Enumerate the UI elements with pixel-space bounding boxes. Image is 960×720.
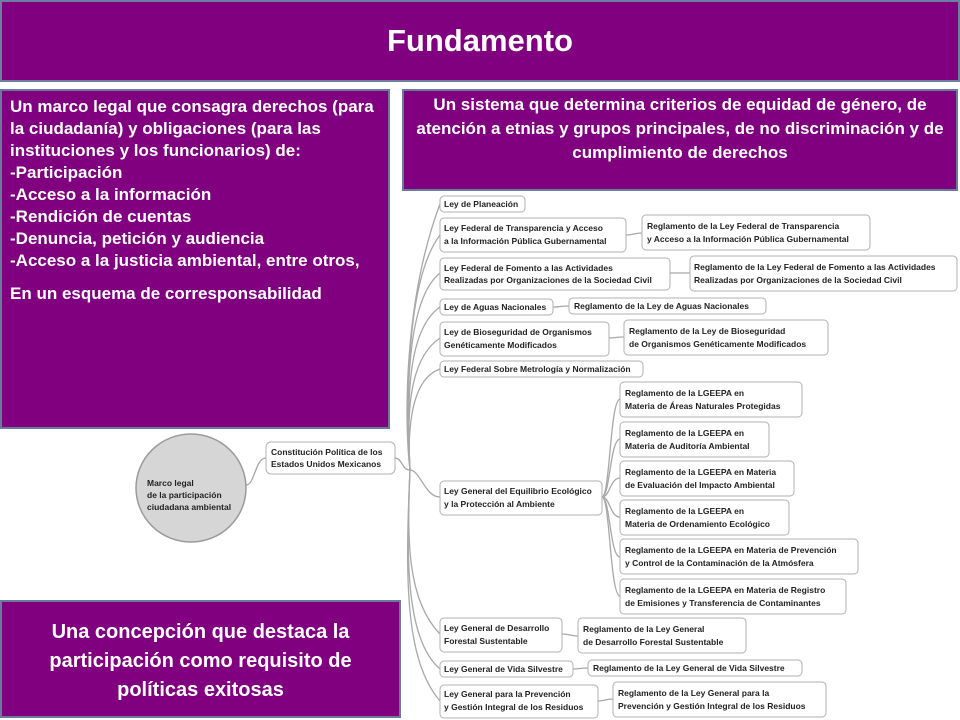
svg-text:Materia de Ordenamiento Ecológ: Materia de Ordenamiento Ecológico <box>625 519 771 529</box>
legal-framework-mindmap <box>130 190 936 720</box>
svg-text:Reglamento de la Ley Federal d: Reglamento de la Ley Federal de Fomento a las Actividades <box>694 262 936 272</box>
svg-text:Reglamento de la LGEEPA en Mat: Reglamento de la LGEEPA en Materia de Prevención <box>625 545 837 555</box>
svg-text:de Desarrollo Forestal Sustent: de Desarrollo Forestal Sustentable <box>583 637 724 647</box>
node-reg-aguas <box>569 298 766 314</box>
node-reg-transparencia <box>642 215 870 250</box>
svg-text:de Emisiones y Transferencia d: de Emisiones y Transferencia de Contaminantes <box>625 598 821 608</box>
svg-text:Ley de Planeación: Ley de Planeación <box>444 199 519 209</box>
node-reg-lgeepa-ordenamiento <box>620 500 789 535</box>
svg-text:Ley General de Desarrollo: Ley General de Desarrollo <box>444 623 550 633</box>
node-law-residuos <box>440 685 598 718</box>
node-law-vida-silvestre <box>440 661 573 677</box>
node-reg-lgeepa-anp <box>620 382 802 417</box>
right-item-participation: -Participación <box>10 163 123 182</box>
node-reg-residuos <box>613 682 826 717</box>
right-item-environmental-justice: -Acceso a la justicia ambiental, entre otros, <box>10 251 360 270</box>
svg-text:Constitución Política de los: Constitución Política de los <box>271 447 383 457</box>
node-reg-lgeepa-impacto <box>620 461 794 496</box>
svg-text:Ley Federal de Fomento a las A: Ley Federal de Fomento a las Actividades <box>444 263 613 273</box>
node-law-lgeepa <box>440 481 602 515</box>
svg-text:Materia de Auditoría Ambiental: Materia de Auditoría Ambiental <box>625 441 750 451</box>
participation-concept-box: Una concepción que destaca la participación como requisito de políticas exitosas <box>0 600 401 718</box>
svg-text:de Evaluación del Impacto Ambi: de Evaluación del Impacto Ambiental <box>625 480 775 490</box>
slide-title: Fundamento <box>0 0 960 82</box>
svg-text:Ley Federal Sobre Metrología y: Ley Federal Sobre Metrología y Normalización <box>444 364 631 374</box>
svg-text:Reglamento de la LGEEPA en Mat: Reglamento de la LGEEPA en Materia <box>625 467 777 477</box>
svg-text:Ley Federal de Transparencia y: Ley Federal de Transparencia y Acceso <box>444 223 603 233</box>
node-law-forestal <box>440 618 562 652</box>
equity-system-box: Un sistema que determina criterios de equidad de género, de atención a etnias y grupos principales, de no discriminación y de cumplimiento de derechos <box>402 89 958 191</box>
svg-text:de Organismos Genéticamente Mo: de Organismos Genéticamente Modificados <box>629 339 807 349</box>
svg-text:Estados Unidos Mexicanos: Estados Unidos Mexicanos <box>271 459 382 469</box>
right-item-complaint: -Denuncia, petición y audiencia <box>10 229 265 248</box>
node-law-metrologia <box>440 361 643 377</box>
svg-text:Reglamento de la LGEEPA en: Reglamento de la LGEEPA en <box>625 506 745 516</box>
root-line-2: de la participación <box>147 490 222 500</box>
svg-text:Reglamento de la Ley de Bioseg: Reglamento de la Ley de Bioseguridad <box>629 326 786 336</box>
svg-text:Ley de Aguas Nacionales: Ley de Aguas Nacionales <box>444 302 547 312</box>
svg-text:Ley General del Equilibrio Eco: Ley General del Equilibrio Ecológico <box>444 486 592 496</box>
node-reg-lgeepa-emisiones <box>620 579 846 614</box>
root-line-1: Marco legal <box>147 478 194 488</box>
svg-text:Realizadas por Organizaciones: Realizadas por Organizaciones de la Sociedad Civil <box>444 275 652 285</box>
node-law-bioseguridad <box>440 322 609 356</box>
svg-text:Reglamento de la Ley General p: Reglamento de la Ley General para la <box>618 688 770 698</box>
svg-text:y Gestión Integral de los Resi: y Gestión Integral de los Residuos <box>444 702 584 712</box>
svg-text:Ley General para la Prevención: Ley General para la Prevención <box>444 689 571 699</box>
svg-text:Forestal Sustentable: Forestal Sustentable <box>444 636 528 646</box>
svg-text:y Control de la Contaminación: y Control de la Contaminación de la Atmósfera <box>625 558 814 568</box>
svg-text:Genéticamente Modificados: Genéticamente Modificados <box>444 340 557 350</box>
svg-text:Ley de Bioseguridad de Organis: Ley de Bioseguridad de Organismos <box>444 327 592 337</box>
node-reg-lgeepa-atmosfera <box>620 539 858 574</box>
svg-text:Reglamento de la Ley de Aguas: Reglamento de la Ley de Aguas Nacionales <box>574 301 749 311</box>
node-law-transparencia <box>440 218 626 252</box>
node-law-fomento <box>440 258 670 290</box>
node-reg-bioseguridad <box>624 320 828 355</box>
svg-text:Reglamento de la LGEEPA en: Reglamento de la LGEEPA en <box>625 388 745 398</box>
root-line-3: ciudadana ambiental <box>147 502 232 512</box>
node-reg-forestal <box>578 618 746 653</box>
svg-text:Reglamento de la Ley Federal d: Reglamento de la Ley Federal de Transparencia <box>647 221 840 231</box>
node-reg-lgeepa-auditoria <box>620 422 769 457</box>
svg-text:a la Información Pública Guber: a la Información Pública Gubernamental <box>444 236 607 246</box>
svg-text:Reglamento de la Ley General d: Reglamento de la Ley General de Vida Silvestre <box>593 663 785 673</box>
svg-text:Reglamento de la Ley General: Reglamento de la Ley General <box>583 624 705 634</box>
svg-text:Reglamento de la LGEEPA en: Reglamento de la LGEEPA en <box>625 428 745 438</box>
legal-framework-intro: Un marco legal que consagra derechos (para la ciudadanía) y obligaciones (para las instituciones y los funcionarios) de: <box>10 97 379 160</box>
node-constitution <box>266 442 395 474</box>
svg-text:Realizadas por Organizaciones: Realizadas por Organizaciones de la Sociedad Civil <box>694 275 902 285</box>
svg-text:y la Protección al Ambiente: y la Protección al Ambiente <box>444 499 555 509</box>
node-law-planeacion <box>440 196 525 212</box>
svg-text:Reglamento de la LGEEPA en Mat: Reglamento de la LGEEPA en Materia de Registro <box>625 585 826 595</box>
node-reg-fomento <box>690 256 957 291</box>
svg-text:Materia de Áreas Naturales Pro: Materia de Áreas Naturales Protegidas <box>625 401 781 411</box>
svg-text:y Acceso a la Información Públ: y Acceso a la Información Pública Gubernamental <box>647 234 849 244</box>
node-reg-vida-silvestre <box>588 660 802 676</box>
mindmap-root <box>136 434 246 542</box>
right-item-accountability: -Rendición de cuentas <box>10 207 192 226</box>
right-item-information-access: -Acceso a la información <box>10 185 212 204</box>
svg-text:Ley General de Vida Silvestre: Ley General de Vida Silvestre <box>444 664 563 674</box>
legal-framework-closing: En un esquema de corresponsabilidad <box>10 284 322 303</box>
node-law-aguas <box>440 299 553 315</box>
svg-text:Prevención y Gestión Integral: Prevención y Gestión Integral de los Residuos <box>618 701 806 711</box>
